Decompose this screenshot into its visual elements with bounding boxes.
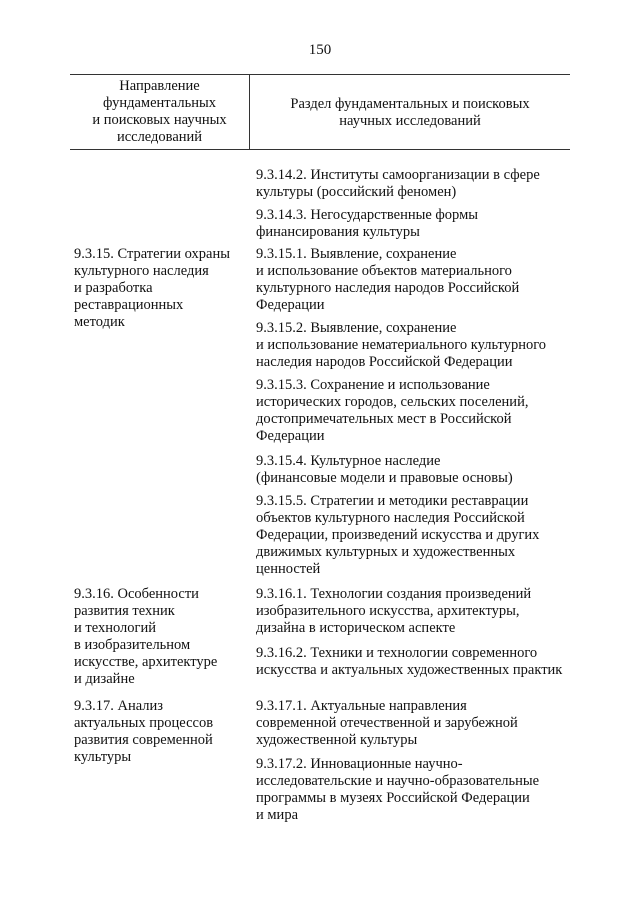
entry-line: и использование объектов материального	[256, 263, 512, 279]
section-entry	[256, 756, 570, 824]
section-entry	[256, 453, 570, 487]
section-entry	[256, 645, 570, 679]
entry-line: 9.3.14.3. Негосударственные формы	[256, 207, 479, 223]
direction-line: в изобразительном	[74, 637, 191, 653]
entry-line: ценностей	[256, 561, 321, 577]
entry-line: программы в музеях Российской Федерации	[256, 790, 530, 806]
header-left-line: Направление	[119, 78, 200, 94]
header-left-line: исследований	[116, 129, 203, 145]
entry-line: 9.3.14.2. Институты самоорганизации в сфере	[256, 167, 540, 183]
entry-line: объектов культурного наследия Российской	[256, 510, 525, 526]
entry-line: и использование нематериального культурного	[256, 337, 547, 353]
entry-line: Федерации	[256, 297, 325, 313]
entry-line: 9.3.17.1. Актуальные направления	[256, 698, 467, 714]
entry-line: исторических городов, сельских поселений,	[256, 394, 529, 410]
page-number: 150	[308, 42, 332, 58]
section-entry	[256, 493, 570, 578]
section-entry	[256, 698, 570, 749]
direction-line: 9.3.16. Особенности	[74, 586, 199, 602]
direction-line: развития техник	[74, 603, 175, 619]
direction-line: искусстве, архитектуре	[74, 654, 218, 670]
entry-line: 9.3.17.2. Инновационные научно-	[256, 756, 463, 772]
header-left-line: и поисковых научных	[92, 112, 227, 128]
direction-line: и технологий	[74, 620, 156, 636]
entry-line: изобразительного искусства, архитектуры,	[256, 603, 520, 619]
direction-line: реставрационных	[74, 297, 184, 313]
entry-line: исследовательские и научно-образовательные	[256, 773, 540, 789]
section-entry	[256, 246, 570, 314]
entry-line: 9.3.15.1. Выявление, сохранение	[256, 246, 457, 262]
entry-line: и мира	[256, 807, 299, 823]
direction-line: методик	[74, 314, 125, 330]
entry-line: художественной культуры	[256, 732, 418, 748]
header-right-line: научных исследований	[339, 113, 481, 129]
entry-line: искусства и актуальных художественных практик	[256, 662, 563, 678]
header-left-line: фундаментальных	[103, 95, 216, 111]
direction-cell	[74, 246, 250, 331]
entry-line: 9.3.15.2. Выявление, сохранение	[256, 320, 457, 336]
entry-line: 9.3.15.3. Сохранение и использование	[256, 377, 490, 393]
section-entry	[256, 586, 570, 637]
direction-cell	[74, 698, 250, 766]
section-entry	[256, 167, 570, 201]
section-entry	[256, 377, 570, 445]
direction-line: 9.3.15. Стратегии охраны	[74, 246, 230, 262]
entry-line: культуры (российский феномен)	[256, 184, 457, 200]
entry-line: 9.3.15.4. Культурное наследие	[256, 453, 441, 469]
direction-line: развития современной	[74, 732, 213, 748]
direction-line: и разработка	[74, 280, 153, 296]
entry-line: Федерации, произведений искусства и других	[256, 527, 540, 543]
entry-line: современной отечественной и зарубежной	[256, 715, 518, 731]
entry-line: финансирования культуры	[256, 224, 420, 240]
direction-line: 9.3.17. Анализ	[74, 698, 164, 714]
section-entry	[256, 207, 570, 241]
direction-cell	[74, 586, 250, 688]
entry-line: 9.3.16.2. Техники и технологии современного	[256, 645, 538, 661]
section-entry	[256, 320, 570, 371]
entry-line: 9.3.16.1. Технологии создания произведений	[256, 586, 532, 602]
direction-line: культурного наследия	[74, 263, 209, 279]
direction-line: культуры	[74, 749, 132, 765]
entry-line: движимых культурных и художественных	[256, 544, 516, 560]
direction-line: актуальных процессов	[74, 715, 214, 731]
direction-line: и дизайне	[74, 671, 135, 687]
entry-line: (финансовые модели и правовые основы)	[256, 470, 513, 486]
entry-line: культурного наследия народов Российской	[256, 280, 520, 296]
entry-line: Федерации	[256, 428, 325, 444]
entry-line: наследия народов Российской Федерации	[256, 354, 513, 370]
entry-line: 9.3.15.5. Стратегии и методики реставрации	[256, 493, 529, 509]
entry-line: дизайна в историческом аспекте	[256, 620, 456, 636]
header-right-line: Раздел фундаментальных и поисковых	[290, 96, 530, 112]
entry-line: достопримечательных мест в Российской	[256, 411, 512, 427]
